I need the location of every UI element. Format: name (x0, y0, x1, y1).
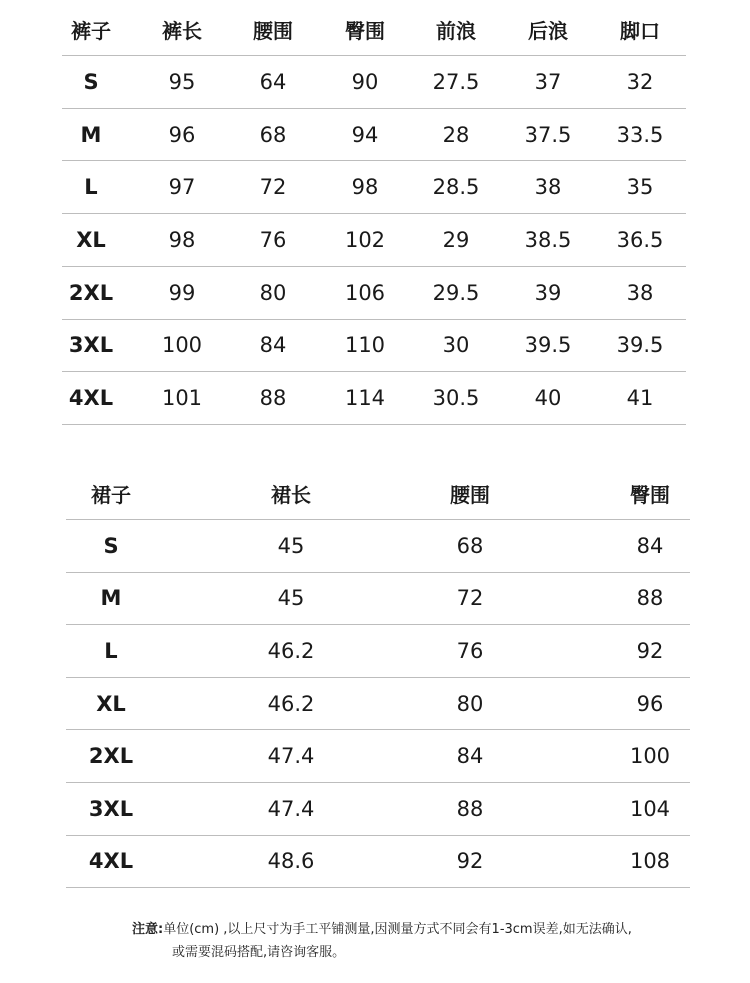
pants-value-cell: 72 (259, 175, 287, 200)
pants-value-cell: 38 (534, 175, 562, 200)
skirt-row (66, 520, 690, 572)
note-line-1: 单位(cm) ,以上尺寸为手工平铺测量,因测量方式不同会有1-3cm误差,如无法确认, (163, 922, 632, 937)
pants-size-label: XL (76, 227, 106, 252)
skirt-value-cell: 76 (456, 638, 484, 663)
pants-value-cell: 37 (534, 69, 562, 94)
pants-value-cell: 39.5 (616, 333, 664, 358)
skirt-size-label: 3XL (88, 796, 134, 821)
pants-value-cell: 114 (344, 386, 386, 411)
pants-value-cell: 28.5 (432, 175, 480, 200)
size-note (132, 918, 732, 964)
skirt-row (66, 625, 690, 677)
skirt-divider (66, 887, 690, 888)
pants-value-cell: 99 (168, 280, 196, 305)
pants-value-cell: 36.5 (616, 227, 664, 252)
pants-value-cell: 40 (534, 386, 562, 411)
pants-header-cell: 后浪 (528, 18, 568, 43)
note-line-2: 或需要混码搭配,请咨询客服。 (172, 945, 346, 960)
pants-value-cell: 101 (161, 386, 203, 411)
skirt-size-table (66, 468, 690, 888)
skirt-value-cell: 80 (456, 691, 484, 716)
skirt-row (66, 783, 690, 835)
skirt-row (66, 678, 690, 730)
skirt-value-cell: 45 (277, 586, 305, 611)
pants-value-cell: 27.5 (432, 69, 480, 94)
skirt-size-label: M (100, 586, 122, 611)
skirt-value-cell: 108 (629, 849, 671, 874)
skirt-value-cell: 46.2 (267, 638, 315, 663)
skirt-size-label: L (104, 638, 118, 663)
skirt-header-cell: 腰围 (450, 482, 490, 507)
skirt-row (66, 573, 690, 625)
pants-value-cell: 84 (259, 333, 287, 358)
pants-size-label: L (84, 175, 98, 200)
skirt-value-cell: 68 (456, 533, 484, 558)
pants-value-cell: 97 (168, 175, 196, 200)
skirt-value-cell: 84 (456, 744, 484, 769)
pants-value-cell: 28 (442, 122, 470, 147)
pants-row (62, 56, 686, 108)
pants-row (62, 109, 686, 161)
skirt-value-cell: 88 (636, 586, 664, 611)
pants-size-label: S (83, 69, 99, 94)
pants-value-cell: 94 (351, 122, 379, 147)
pants-value-cell: 80 (259, 280, 287, 305)
skirt-value-cell: 88 (456, 796, 484, 821)
pants-value-cell: 33.5 (616, 122, 664, 147)
pants-header-row (62, 4, 686, 54)
pants-value-cell: 98 (351, 175, 379, 200)
skirt-row (66, 836, 690, 888)
skirt-header-cell: 臀围 (630, 482, 670, 507)
skirt-value-cell: 92 (456, 849, 484, 874)
pants-value-cell: 95 (168, 69, 196, 94)
skirt-header-cell: 裙子 (91, 482, 131, 507)
skirt-value-cell: 48.6 (267, 849, 315, 874)
pants-header-cell: 腰围 (253, 18, 293, 43)
pants-size-label: M (80, 122, 102, 147)
pants-value-cell: 29 (442, 227, 470, 252)
skirt-value-cell: 84 (636, 533, 664, 558)
pants-row (62, 161, 686, 213)
pants-value-cell: 38.5 (524, 227, 572, 252)
skirt-value-cell: 47.4 (267, 796, 315, 821)
pants-value-cell: 98 (168, 227, 196, 252)
skirt-value-cell: 104 (629, 796, 671, 821)
pants-value-cell: 110 (344, 333, 386, 358)
skirt-value-cell: 92 (636, 638, 664, 663)
skirt-value-cell: 47.4 (267, 744, 315, 769)
pants-value-cell: 88 (259, 386, 287, 411)
pants-header-cell: 前浪 (436, 18, 476, 43)
pants-value-cell: 30 (442, 333, 470, 358)
pants-header-cell: 裤子 (71, 18, 111, 43)
pants-value-cell: 39.5 (524, 333, 572, 358)
pants-divider (62, 424, 686, 425)
pants-value-cell: 102 (344, 227, 386, 252)
skirt-value-cell: 45 (277, 533, 305, 558)
pants-value-cell: 96 (168, 122, 196, 147)
note-label: 注意: (132, 922, 164, 937)
pants-value-cell: 30.5 (432, 386, 480, 411)
skirt-value-cell: 72 (456, 586, 484, 611)
skirt-row (66, 730, 690, 782)
pants-value-cell: 100 (161, 333, 203, 358)
pants-row (62, 214, 686, 266)
pants-value-cell: 35 (626, 175, 654, 200)
pants-value-cell: 37.5 (524, 122, 572, 147)
skirt-header-cell: 裙长 (271, 482, 311, 507)
skirt-value-cell: 96 (636, 691, 664, 716)
pants-row (62, 267, 686, 319)
skirt-size-label: XL (96, 691, 126, 716)
pants-value-cell: 90 (351, 69, 379, 94)
skirt-value-cell: 46.2 (267, 691, 315, 716)
skirt-header-row (66, 468, 690, 518)
pants-size-label: 4XL (68, 386, 114, 411)
pants-header-cell: 脚口 (620, 18, 660, 43)
pants-value-cell: 106 (344, 280, 386, 305)
pants-header-cell: 臀围 (345, 18, 385, 43)
pants-size-table (62, 4, 686, 424)
pants-row (62, 372, 686, 424)
pants-value-cell: 29.5 (432, 280, 480, 305)
pants-size-label: 3XL (68, 333, 114, 358)
pants-value-cell: 32 (626, 69, 654, 94)
skirt-size-label: 2XL (88, 744, 134, 769)
pants-value-cell: 68 (259, 122, 287, 147)
pants-value-cell: 38 (626, 280, 654, 305)
pants-value-cell: 64 (259, 69, 287, 94)
pants-value-cell: 76 (259, 227, 287, 252)
skirt-size-label: 4XL (88, 849, 134, 874)
skirt-value-cell: 100 (629, 744, 671, 769)
skirt-size-label: S (103, 533, 119, 558)
pants-row (62, 320, 686, 372)
pants-value-cell: 41 (626, 386, 654, 411)
pants-value-cell: 39 (534, 280, 562, 305)
pants-header-cell: 裤长 (162, 18, 202, 43)
pants-size-label: 2XL (68, 280, 114, 305)
